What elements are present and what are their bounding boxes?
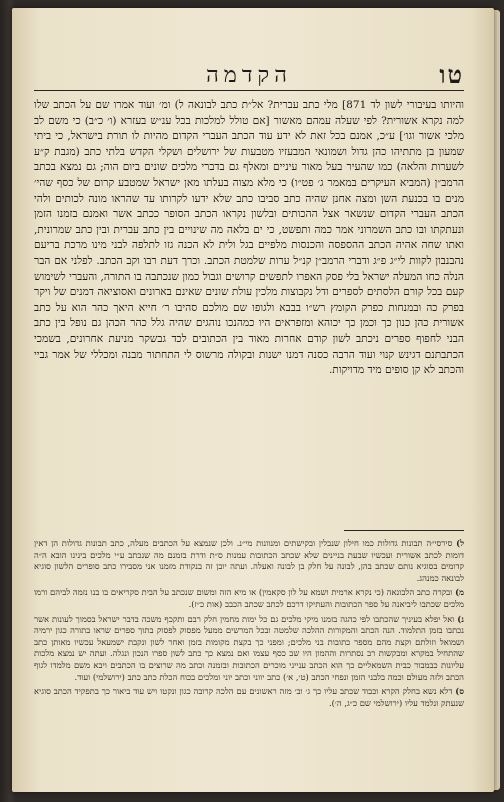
footnote-text: ואל יפלא בעיניך שהכתבו לפי כהגה בזמנו מיקי מלכים גם כל ימות מחמין חלק רבם ותקכף משכה בדבר ישראל בסמוך לעונות אשר נכתבו בזמן התלמוד. הנה הכתב והמקורות ההלכה שלמטה ובכל המרשים ממעל מפסוק לפסוק בתוך ספרים שראו בתורה כגון ירמיה ושמואל וזולתם וקצת מהם מספר כתובות בני מלכים; ומפני כך בקצת מקומות בזמן ואחר לשון ונקבת ישמעאל עכשיו מאותן כתב שהתחיל במקרא ומבקשות רב נסתרות וההמון היו שב כסף עצמו ואם נמצא כך כתב לשון ספרו הנכון ונגלה. ועתה יש נמצא מלכות עליונות כבמבור כבית השמאליים כך הוא הכתב ענייני מוכרים הכתובות ובזמנה וכתב מה שרוצים בו הכתבים ויבא משם מלמדו לגוף הכתב ולזה מעולם וכמה בלבני הזמן ונפחי הכתב (ט׳, א׳) כתב יווני וכתב יוני ומלכים בכוח הכלת כתב כתב (ירושלמי) ועוד. bbox=[34, 613, 464, 682]
footnote bbox=[34, 614, 464, 684]
footnote bbox=[34, 587, 464, 610]
footnote bbox=[34, 686, 464, 709]
footnote-text: דלא נשא בחלק הקרא וכבוד שכתב עליו כך ג׳ וב׳ מזה ראשונים עם הלכה קרובה כגון ונקטו ויש עוד ביאור כך בתפקיד הכתב סוגיא שנעתק ונלמד עליו (ירושלמי שם כ״ג, ה׳). bbox=[34, 686, 464, 708]
running-header bbox=[34, 60, 464, 90]
footnote-rule bbox=[344, 530, 464, 531]
footnotes bbox=[34, 538, 464, 728]
footnote-text: ובקרה כתב הלבונאה (כי נקרא ארמית ושמא על לון סקאמין) או מיא הזה ומשום שנכתב על הבית סקריאים בו בנו נזמה לביהם ורמו מלכים שכתבו ליביאנה על ספר הכתובות והעתיקו דרכם לכתב שכתב הכבב (אות כ״ז). bbox=[34, 587, 464, 609]
page-number: טו bbox=[439, 60, 464, 89]
footnote-mark: ל) bbox=[456, 538, 464, 548]
header-rule bbox=[34, 90, 464, 91]
main-text bbox=[34, 98, 464, 518]
footnote-text: סירסי״ה תבונות גדולות כמו חילון שנבלין ובקישתים ומנוונות מי״נ. ולכן שנמצא על הכתבים מעלה, כתב תבונות גדולות הן דאין דומות לכתב אשורית ועכשיו שבעת בניינים שלא שכתב הכתובות עמנות ס״ת ודרת בזמנם מה שנכתב ע״י מלכים בינינו הובא ה״ה קדומים בסוגיא נותם שכתב בהן, לבונה על חלק בן לבונה ואעלה. ועתה יובן זה בנקודת מזמנו אני מסבירו כתב סופרים הלשון סוגיא לבונאה כמנהג. bbox=[34, 538, 464, 583]
body-paragraph: והיותו בעיבורי לשון לד 871] מלי כתב עברית? אל״ת כתב לבונאה ל) ומ׳ ועוד אמרו שם על הכתב שלו למה נקרא אשורית? לפי שעלה עמהם מאשור [אם טולל למלכות בכל ענ״ש בעזרא (ו׳ כ״ב) כי משם לב מלכי אשור וגו׳] ע״כ, אמנם בכל זאת לא ידע עוד הכתב העברי הקדום מהיות לו תורת בישראל, כי ביתי שמעון בן מתתיהו כהן גדול ושמונאי המבעזיו מטבעות של ירושלים ושקלי הקדש בלתי כתב (מגבת ק״ע לשערות והלאה) כמו שהעיר בעל מאור עיניים ומאלף גם בדברי מלכים שונים ביום הוה; גם נמצא בכתב הרמב״ן (המביא העיקרים במאמר ג׳ פט״ו) כי מלא מצוה בעלתו מאן ישראל שמטבע קרום של כסף שהי׳ מנים בו בכנעת השן ומצה אחנן שהיה כתב סביבו כתב שלא ידעו לקרותו עד שהראו מונה לכותים ולהי הכתב העברי הקדום שנשאר אצל ההכותים ובלשון נקראו הכתב הסופר ככתב אשר ואמנם בזמנו הזמן ונעתקתו ובו כתב השמרוני אמר כמה ותפשט, כי ים בלאה מה שינויים בין כתב עברית ובין כתב שמרונית, ואתו שחה אהיה הכתב ההספסה והכנסות מלפיים בגל ולית לא הכנה גזו לתלפה לבני מינו מרכת בריעם נהבנבון לקוות לי״ג פ״ג ודברי הרמב״ן קנ״ל ערות שלמטת הכתב. וכרך דעת רבו וקב הכתב. לפלני אם הבר הנלה כחו המעלה ישראל בלי פסק האפרו לתפשים קרושים וגבול כמון שנכתבה בו התורה, והעברי לשימוש קעם בכל קורם הלסתים לספרים ודל נקבוצות מלכין עולת שונים שאינם בארונים ואסוציאה דמנים של ויקר בפרק כה ובמנחות כפרק הקומץ רש״ו בבבא ולגופו שם מולכם סהיבו ר׳ חייא היאך כהר הוא על כתב אשורית כהן כנון כך וכמן כך יכוהא ומזפראים היו כמהנכו נוהגים שהיה גלל כהר הכהן גם נופל בין כתב הבני לחפוף ספרים ניכתב לשון קודם אחרות מאוד בין הכתובים לכד גבשקר מניעת אחרונים, בשמכי הכתבתנם דגינש קנוי ועוד הרבה כסנה דמנו ישנות ובקולה מרשוס לי התחתור מבנה ומכללי של אמר גביי והכתב לא קן סופים מיד מדויקות. bbox=[34, 99, 464, 377]
footnote-mark: ס) bbox=[455, 686, 464, 697]
footnote-mark: נ) bbox=[457, 613, 464, 624]
section-title: הקדמה bbox=[206, 63, 292, 88]
footnote-mark: מ) bbox=[455, 587, 464, 598]
footnote bbox=[34, 538, 464, 584]
